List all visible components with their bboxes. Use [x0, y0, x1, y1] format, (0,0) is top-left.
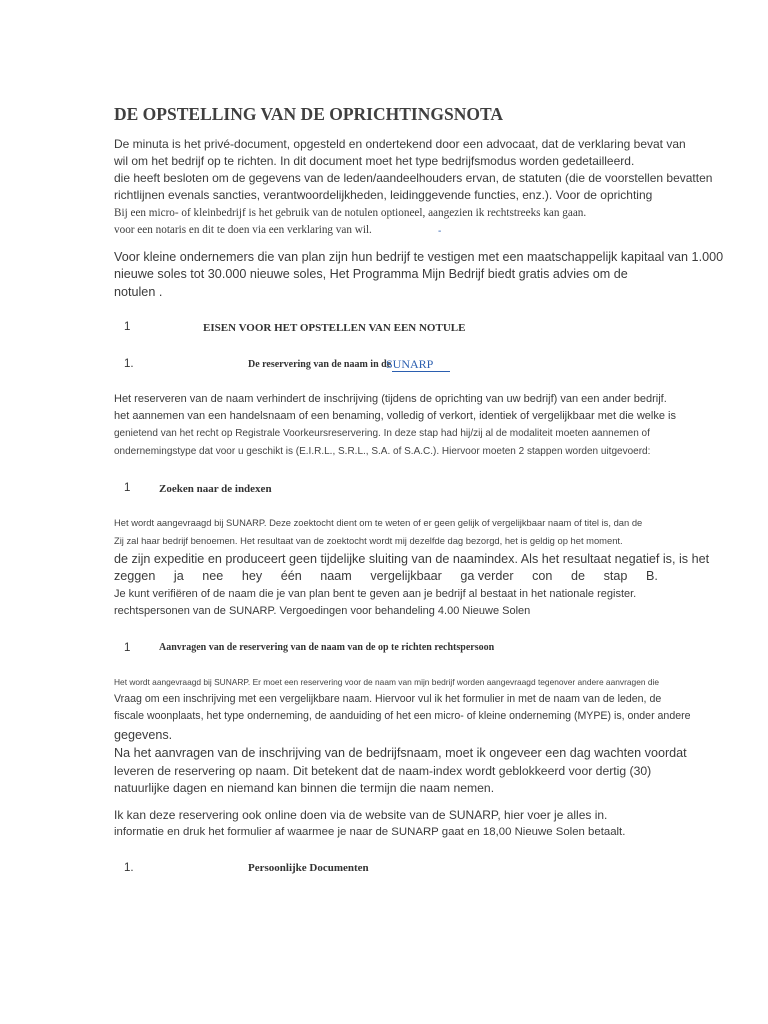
index-line-2: Zij zal haar bedrijf benoemen. Het resultaat van de zoektocht wordt mij dezelfde dag bezorgd, het is geldig op het moment.: [114, 535, 623, 546]
intro-line-1: De minuta is het privé-document, opgesteld en ondertekend door een advocaat, dat de verklaring bevat van: [114, 137, 686, 151]
index-line-3: de zijn expeditie en produceert geen tijdelijke sluiting van de naamindex. Als het resultaat negatief is, is het: [114, 552, 710, 566]
request-line-3: fiscale woonplaats, het type onderneming, de aanduiding of het een micro- of kleine onderneming (MYPE) is, onder andere: [114, 710, 691, 722]
dash-mark: -: [438, 226, 442, 237]
index-justified-row: [114, 569, 658, 583]
request-line-6: leveren de reservering op naam. Dit betekent dat de naam-index wordt geblokkeerd voor dertig (30): [114, 764, 652, 778]
index-line-5: Je kunt verifiëren of de naam die je van plan bent te geven aan je bedrijf al bestaat in het nationale register.: [114, 588, 637, 600]
section-heading-request-reservation: Aanvragen van de reservering van de naam van de op te richten rechtspersoon: [159, 642, 495, 653]
small-entrepreneurs-line-1: Voor kleine ondernemers die van plan zijn hun bedrijf te vestigen met een maatschappelijk kapitaal van 1.000: [114, 250, 724, 264]
small-entrepreneurs-line-2: nieuwe soles tot 30.000 nieuwe soles, Het Programma Mijn Bedrijf biedt gratis advies om de: [114, 267, 628, 281]
word: zeggen: [114, 569, 156, 583]
request-line-1: Het wordt aangevraagd bij SUNARP. Er moet een reservering voor de naam van mijn bedrijf worden aangevraagd tegenover andere aanvragen die: [114, 677, 660, 687]
section-heading-search-index: Zoeken naar de indexen: [159, 483, 272, 495]
document-title: DE OPSTELLING VAN DE OPRICHTINGSNOTA: [114, 104, 503, 124]
small-entrepreneurs-line-3: notulen .: [114, 285, 163, 299]
request-line-7: natuurlijke dagen en niemand kan binnen die termijn die naam nemen.: [114, 781, 495, 795]
intro-serif-line-2: voor een notaris en dit te doen via een verklaring van wil.: [114, 224, 372, 236]
word: ga verder: [460, 569, 514, 583]
word: nee: [202, 569, 224, 583]
reservation-line-3: genietend van het recht op Registrale Voorkeursreservering. In deze stap had hij/zij al de modaliteit moeten aannemen of: [114, 428, 650, 439]
intro-line-2: wil om het bedrijf op te richten. In dit document moet het type bedrijfsmodus worden gedetailleerd.: [114, 154, 635, 168]
request-line-2: Vraag om een inschrijving met een vergelijkbare naam. Hiervoor vul ik het formulier in met de naam van de leden, de: [114, 693, 662, 705]
section-number: 1: [124, 642, 131, 654]
section-number: 1: [124, 321, 131, 333]
word: vergelijkbaar: [370, 569, 442, 583]
intro-line-3: die heeft besloten om de gegevens van de leden/aandeelhouders ervan, de statuten (die de voorstellen bevatten: [114, 171, 713, 185]
online-line-1: Ik kan deze reservering ook online doen via de website van de SUNARP, hier voer je alles in.: [114, 808, 608, 822]
index-line-1: Het wordt aangevraagd bij SUNARP. Deze zoektocht dient om te weten of er geen gelijk of vergelijkbaar naam of titel is, dan de: [114, 517, 643, 528]
word: hey: [241, 569, 263, 583]
intro-line-4: richtlijnen evenals sancties, verantwoordelijkheden, leidinggevende functies, enz.). Voor de oprichting: [114, 188, 653, 202]
section-heading-requirements: EISEN VOOR HET OPSTELLEN VAN EEN NOTULE: [203, 322, 466, 334]
section-number: 1.: [124, 358, 134, 370]
request-line-5: Na het aanvragen van de inschrijving van de bedrijfsnaam, moet ik ongeveer een dag wachten voordat: [114, 746, 687, 760]
word: naam: [320, 569, 352, 583]
section-heading-name-reservation: De reservering van de naam in de: [248, 359, 392, 370]
index-line-6: rechtspersonen van de SUNARP. Vergoedingen voor behandeling 4.00 Nieuwe Solen: [114, 605, 531, 617]
section-number: 1: [124, 482, 131, 494]
word: ja: [173, 569, 184, 583]
word: stap: [603, 569, 628, 583]
intro-serif-line-1: Bij een micro- of kleinbedrijf is het gebruik van de notulen optioneel, aangezien ik rechtstreeks kan gaan.: [114, 207, 587, 219]
word: de: [571, 569, 586, 583]
request-line-4: gegevens.: [114, 728, 173, 742]
reservation-line-2: het aannemen van een handelsnaam of een benaming, volledig of verkort, identiek of vergelijkbaar met die welke is: [114, 410, 676, 422]
sunarp-link-underline: [392, 371, 450, 372]
word: B.: [645, 569, 658, 583]
reservation-line-1: Het reserveren van de naam verhindert de inschrijving (tijdens de oprichting van uw bedrijf) van een ander bedrijf.: [114, 393, 667, 405]
section-number: 1.: [124, 862, 134, 874]
sunarp-link[interactable]: SUNARP: [386, 357, 434, 371]
section-heading-personal-documents: Persoonlijke Documenten: [248, 862, 369, 874]
online-line-2: informatie en druk het formulier af waarmee je naar de SUNARP gaat en 18,00 Nieuwe Solen betaalt.: [114, 826, 626, 838]
word: één: [280, 569, 302, 583]
word: con: [532, 569, 553, 583]
reservation-line-4: ondernemingstype dat voor u geschikt is (E.I.R.L., S.R.L., S.A. of S.A.C.). Hiervoor moeten 2 stappen worden uitgevoerd:: [114, 446, 651, 457]
